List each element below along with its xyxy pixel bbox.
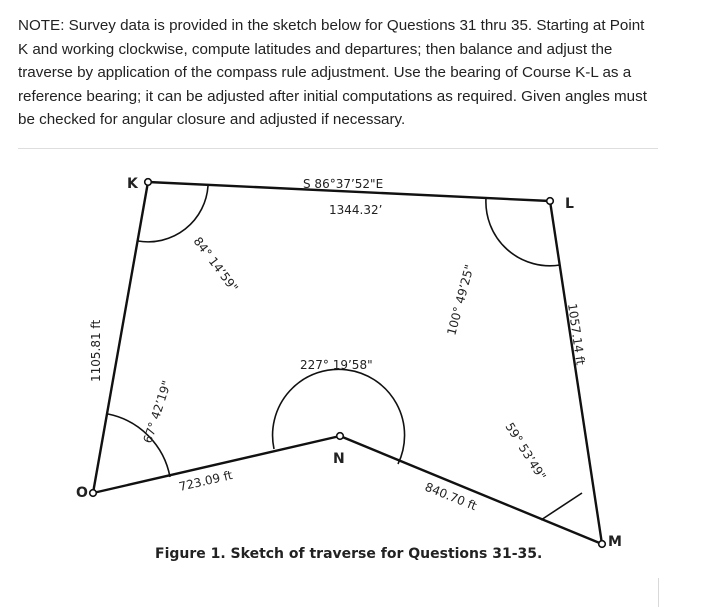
figure-caption: Figure 1. Sketch of traverse for Questions 31-35. <box>155 546 543 562</box>
traverse-figure <box>18 162 640 574</box>
length-k-l: 1344.32’ <box>329 203 383 217</box>
divider <box>18 148 658 149</box>
scroll-edge-divider <box>658 578 659 607</box>
point-l-marker <box>547 198 554 205</box>
length-n-o: 723.09 ft <box>177 468 234 494</box>
point-o-label: O <box>76 485 88 501</box>
traverse-sketch <box>18 162 640 574</box>
point-m-marker <box>599 541 606 548</box>
point-n-label: N <box>333 451 345 467</box>
length-m-n: 840.70 ft <box>422 479 479 514</box>
angle-l-value: 100° 49’25" <box>444 263 477 337</box>
angle-o-value: 67° 42’19" <box>140 378 174 445</box>
angle-m-value: 59° 53’49" <box>502 420 549 483</box>
point-o-marker <box>90 490 97 497</box>
length-o-k: 1105.81 ft <box>89 319 103 382</box>
angle-arc-n <box>273 369 405 464</box>
point-l-label: L <box>565 196 574 212</box>
bearing-k-l: S 86°37’52"E <box>303 177 384 191</box>
instructions-note: NOTE: Survey data is provided in the sketch below for Questions 31 thru 35. Starting at Point K and working clockwise, compute latitudes and departures; then balance and adjust the traverse by application of the compass rule adjustment. Use the bearing of Course K-L as a reference bearing; it can be adjusted after initial computations as required. Given angles must be checked for angular closure and adjusted if necessary. <box>18 17 647 129</box>
angle-arc-l <box>486 198 560 266</box>
course-m-n-line <box>340 436 602 544</box>
angle-k-value: 84° 14’59" <box>190 234 241 295</box>
course-l-m-line <box>550 201 602 544</box>
angle-arc-m <box>541 493 582 520</box>
angle-n-value: 227° 19’58" <box>300 358 373 372</box>
point-k-marker <box>145 179 152 186</box>
point-n-marker <box>337 433 344 440</box>
length-l-m: 1057.14 ft <box>565 302 588 366</box>
angle-arc-k <box>138 186 208 242</box>
point-k-label: K <box>127 176 138 192</box>
point-m-label: M <box>608 534 622 550</box>
